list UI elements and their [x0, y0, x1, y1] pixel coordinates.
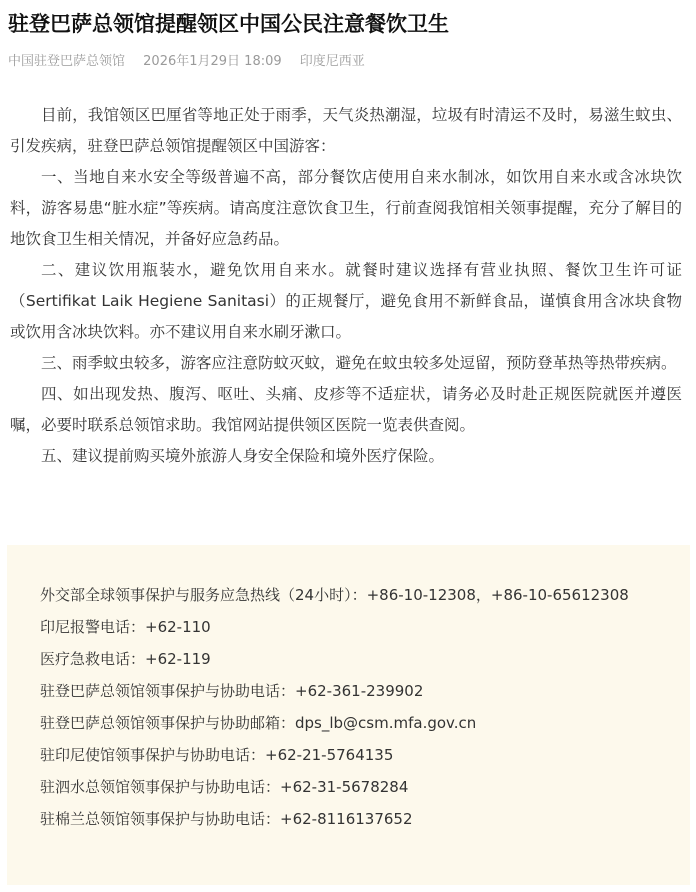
- contact-embassy-phone: 驻印尼使馆领事保护与协助电话：+62-21-5764135: [40, 746, 394, 764]
- article-body: [10, 100, 682, 472]
- paragraph-item-1: 一、当地自来水安全等级普遍不高，部分餐饮店使用自来水制冰，如饮用自来水或含冰块饮料，游客易患“脏水症”等疾病。请高度注意饮食卫生，行前查阅我馆相关领事提醒，充分了解目的地饮食卫生相关情况，并备好应急药品。: [10, 168, 682, 248]
- contact-medan-phone: 驻棉兰总领馆领事保护与协助电话：+62-8116137652: [40, 810, 413, 828]
- source-link[interactable]: 中国驻登巴萨总领馆: [8, 54, 126, 69]
- publish-datetime: 2026年1月29日 18:09: [143, 54, 282, 69]
- contact-list: [40, 579, 680, 835]
- paragraph-item-2: 二、建议饮用瓶装水，避免饮用自来水。就餐时建议选择有营业执照、餐饮卫生许可证（Sertifikat Laik Hegiene Sanitasi）的正规餐厅，避免食用不新鲜食品，谨慎食用含冰块食物或饮用含冰块饮料。亦不建议用自来水刷牙漱口。: [10, 261, 682, 341]
- paragraph-item-5: 五、建议提前购买境外旅游人身安全保险和境外医疗保险。: [41, 447, 445, 465]
- contact-police: 印尼报警电话：+62-110: [40, 618, 211, 636]
- contact-info-box: [7, 545, 690, 885]
- paragraph-item-3: 三、雨季蚊虫较多，游客应注意防蚊灭蚊，避免在蚊虫较多处逗留，预防登革热等热带疾病。: [41, 354, 677, 372]
- paragraph-intro: 目前，我馆领区巴厘省等地正处于雨季，天气炎热潮湿，垃圾有时清运不及时，易滋生蚊虫、引发疾病，驻登巴萨总领馆提醒领区中国游客：: [10, 106, 682, 155]
- article-meta: [8, 50, 379, 69]
- contact-surabaya-phone: 驻泗水总领馆领事保护与协助电话：+62-31-5678284: [40, 778, 409, 796]
- location-tag: 印度尼西亚: [299, 54, 365, 69]
- contact-ambulance: 医疗急救电话：+62-119: [40, 650, 211, 668]
- paragraph-item-4: 四、如出现发热、腹泻、呕吐、头痛、皮疹等不适症状，请务必及时赴正规医院就医并遵医嘱，必要时联系总领馆求助。我馆网站提供领区医院一览表供查阅。: [10, 385, 682, 434]
- contact-hotline: 外交部全球领事保护与服务应急热线（24小时）：+86-10-12308，+86-10-65612308: [40, 586, 629, 604]
- contact-denpasar-phone: 驻登巴萨总领馆领事保护与协助电话：+62-361-239902: [40, 682, 424, 700]
- article-title: 驻登巴萨总领馆提醒领区中国公民注意餐饮卫生: [8, 12, 449, 36]
- contact-denpasar-email[interactable]: 驻登巴萨总领馆领事保护与协助邮箱：dps_lb@csm.mfa.gov.cn: [40, 714, 477, 732]
